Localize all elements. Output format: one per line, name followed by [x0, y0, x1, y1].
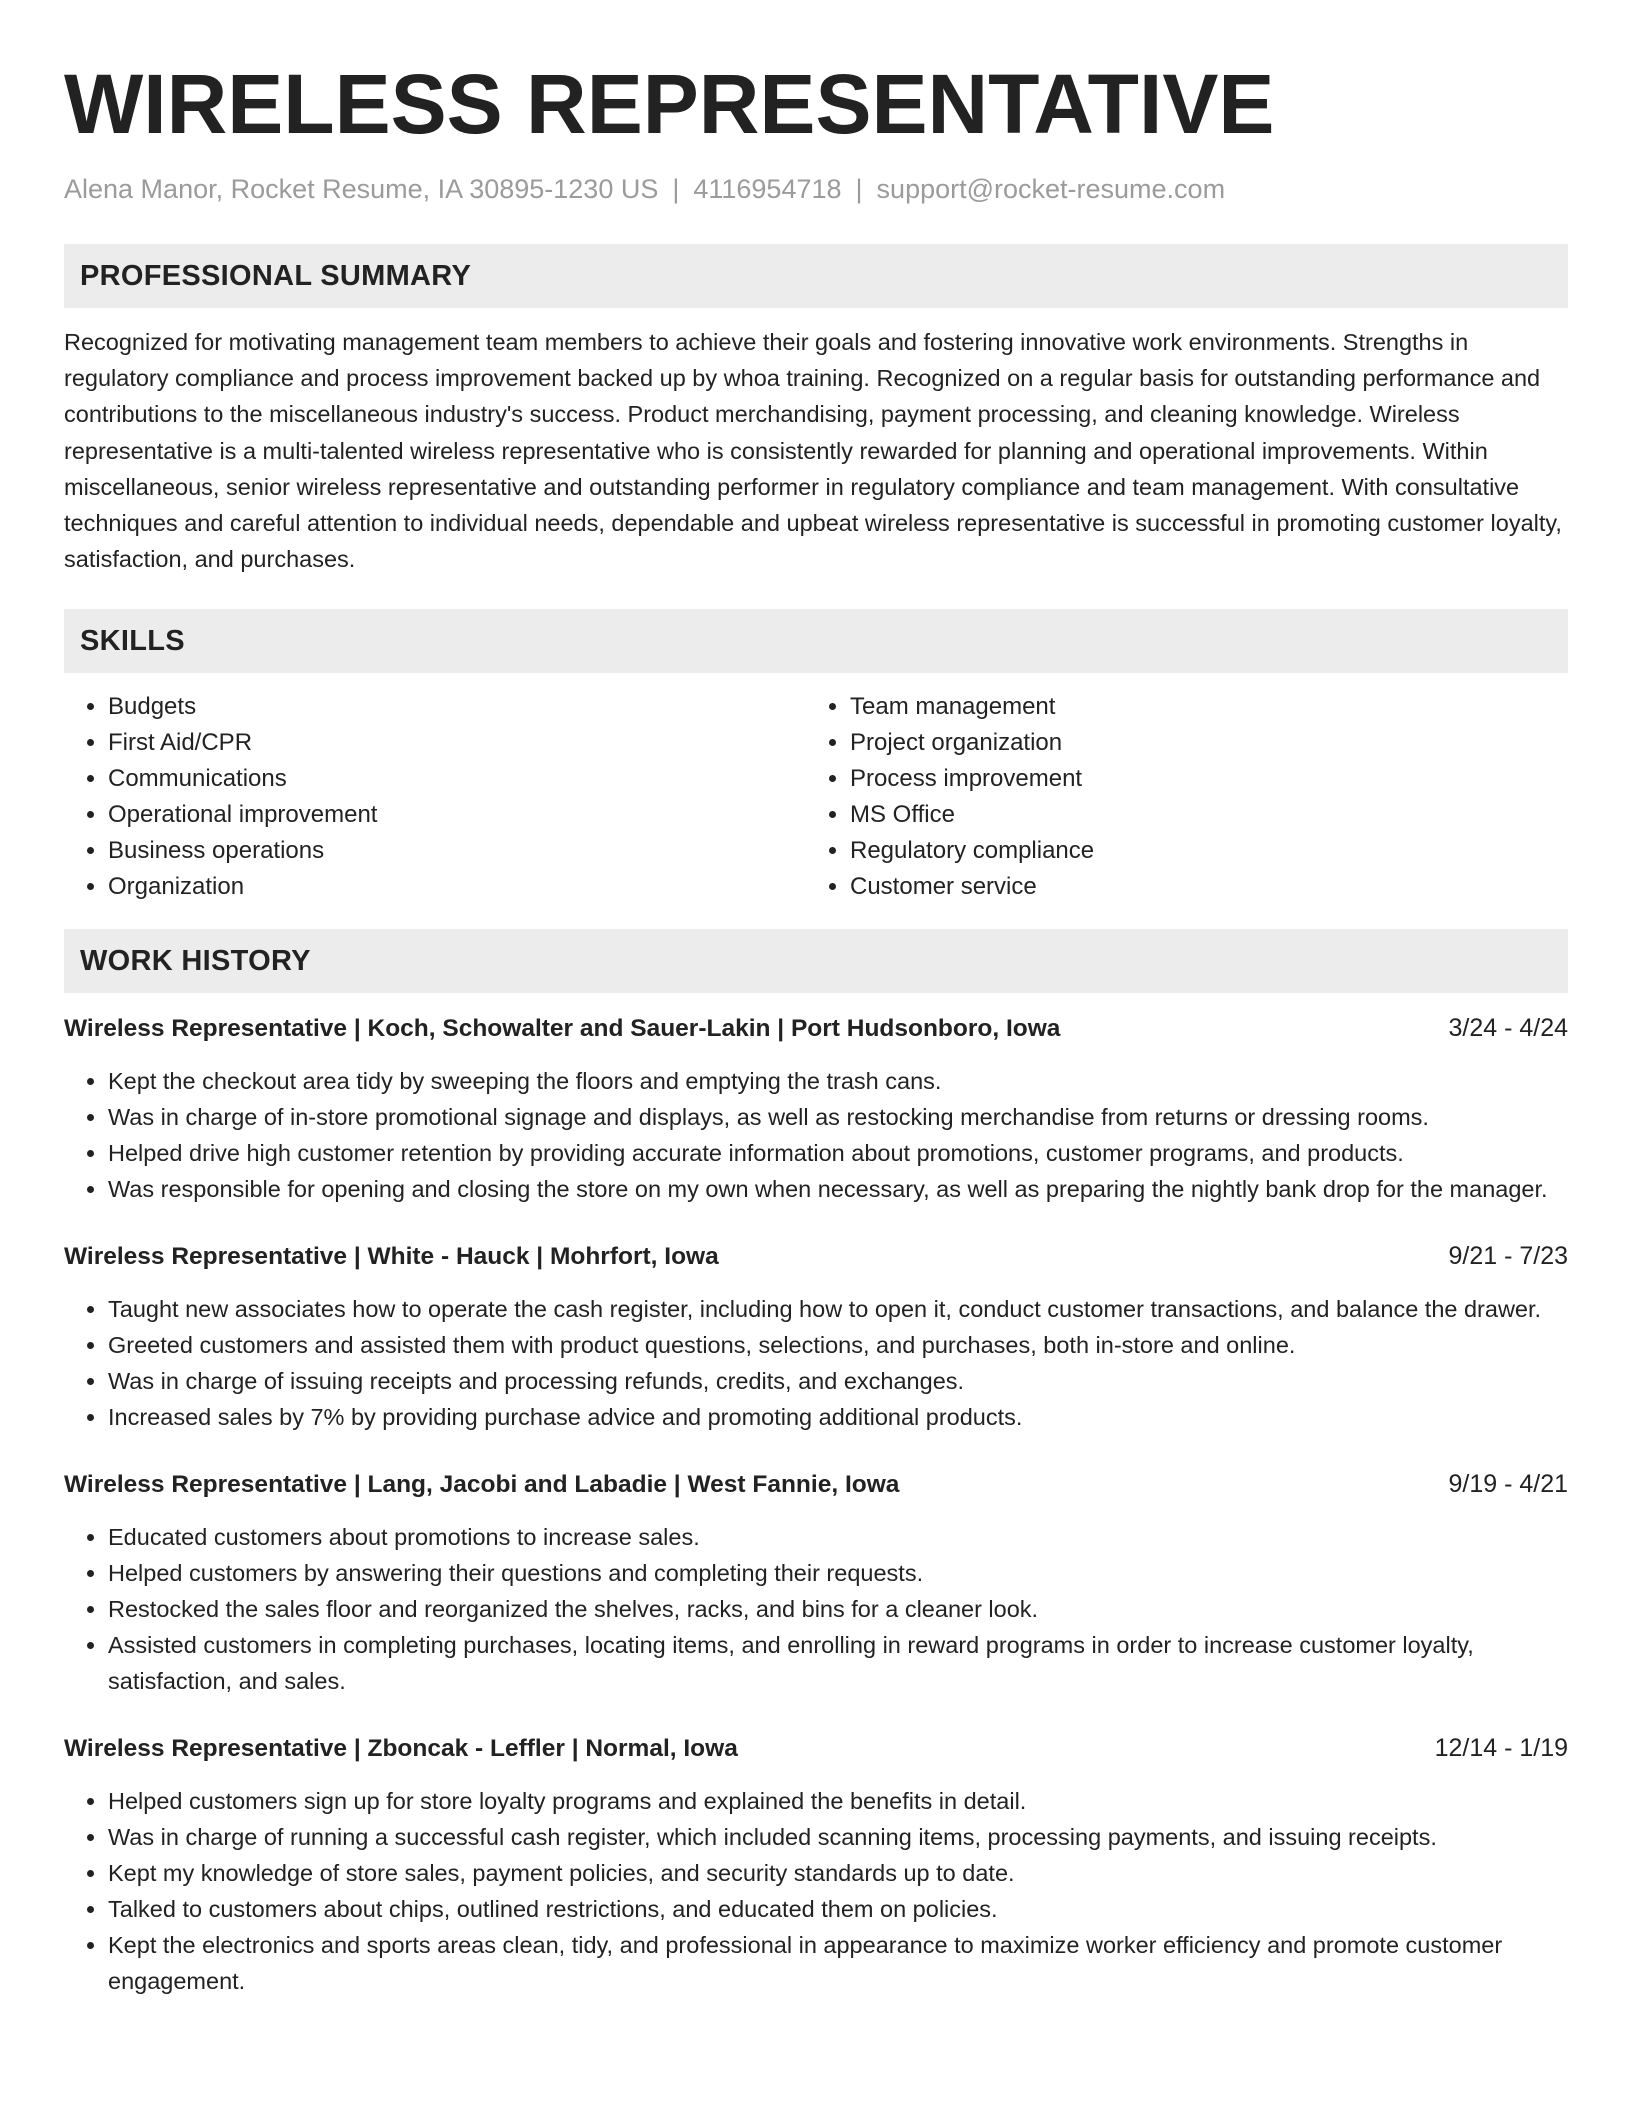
job-header: [64, 1239, 1568, 1274]
job-bullet: • Taught new associates how to operate the cash register, including how to open it, conduct customer transactions, and balance the drawer.: [108, 1291, 1568, 1327]
job-bullet: • Was responsible for opening and closing the store on my own when necessary, as well as preparing the nightly bank drop for the manager.: [108, 1171, 1568, 1207]
resume-title: WIRELESS REPRESENTATIVE: [64, 57, 1275, 151]
job-bullet: • Helped customers sign up for store loyalty programs and explained the benefits in detail.: [108, 1783, 1568, 1819]
section-heading: WORK HISTORY: [80, 944, 311, 977]
job-bullet: • Helped customers by answering their questions and completing their requests.: [108, 1555, 1568, 1591]
skill-item: • Project organization: [850, 725, 1548, 761]
skill-item: • Communications: [108, 761, 806, 797]
skill-item: • Budgets: [108, 689, 806, 725]
skill-item: • Process improvement: [850, 761, 1548, 797]
job-bullet: • Restocked the sales floor and reorganized the shelves, racks, and bins for a cleaner look.: [108, 1591, 1568, 1627]
job-bullet: • Was in charge of in-store promotional signage and displays, as well as restocking merchandise from returns or dressing rooms.: [108, 1099, 1568, 1135]
skill-item: • Operational improvement: [108, 797, 806, 833]
skill-item: • Business operations: [108, 833, 806, 869]
job-bullets: [64, 1291, 1568, 1435]
skill-item: • Regulatory compliance: [850, 833, 1548, 869]
job-header: [64, 1731, 1568, 1766]
job-bullets: [64, 1063, 1568, 1207]
job-bullet: • Was in charge of issuing receipts and processing refunds, credits, and exchanges.: [108, 1363, 1568, 1399]
job-title: Wireless Representative | Lang, Jacobi and Labadie | West Fannie, Iowa: [64, 1471, 900, 1499]
job-header: [64, 1467, 1568, 1502]
job-bullet: • Was in charge of running a successful cash register, which included scanning items, processing payments, and issuing receipts.: [108, 1819, 1568, 1855]
job-entry: [64, 1011, 1568, 1207]
summary-text: Recognized for motivating management team members to achieve their goals and fostering innovative work environments. Strengths in regulatory compliance and process improvement backed up by whoa training. Recognized on a regular basis for outstanding performance and contributions to the miscellaneous industry's success. Product merchandising, payment processing, and cleaning knowledge. Wireless representative is a multi-talented wireless representative who is consistently rewarded for planning and operational improvements. Within miscellaneous, senior wireless representative and outstanding performer in regulatory compliance and team management. With consultative techniques and careful attention to individual needs, dependable and upbeat wireless representative is successful in promoting customer loyalty, satisfaction, and purchases.: [64, 329, 1562, 573]
contact-phone: 4116954718: [693, 174, 842, 204]
contact-separator: |: [855, 174, 863, 204]
section-heading: SKILLS: [80, 624, 185, 657]
contact-line: [64, 172, 1568, 206]
skill-item: • Organization: [108, 869, 806, 905]
job-title: Wireless Representative | White - Hauck | Mohrfort, Iowa: [64, 1243, 719, 1271]
job-bullet: • Kept the checkout area tidy by sweeping the floors and emptying the trash cans.: [108, 1063, 1568, 1099]
contact-address: Alena Manor, Rocket Resume, IA 30895-1230 US: [64, 174, 659, 204]
job-bullet: • Kept my knowledge of store sales, payment policies, and security standards up to date.: [108, 1855, 1568, 1891]
skill-item: • Customer service: [850, 869, 1548, 905]
contact-separator: |: [672, 174, 680, 204]
job-bullet: • Educated customers about promotions to increase sales.: [108, 1519, 1568, 1555]
section-header-summary: [64, 244, 1568, 308]
section-heading: PROFESSIONAL SUMMARY: [80, 259, 472, 292]
job-header: [64, 1011, 1568, 1046]
job-entry: [64, 1467, 1568, 1699]
skills-column-left: [64, 689, 806, 905]
job-bullet: • Increased sales by 7% by providing purchase advice and promoting additional products.: [108, 1399, 1568, 1435]
contact-email: support@rocket-resume.com: [876, 174, 1226, 204]
section-header-skills: [64, 609, 1568, 673]
skill-item: • Team management: [850, 689, 1548, 725]
job-dates: 12/14 - 1/19: [1434, 1734, 1568, 1763]
job-entry: [64, 1239, 1568, 1435]
skill-item: • First Aid/CPR: [108, 725, 806, 761]
job-dates: 9/21 - 7/23: [1448, 1242, 1568, 1271]
job-bullets: [64, 1519, 1568, 1699]
job-title: Wireless Representative | Zboncak - Leffler | Normal, Iowa: [64, 1735, 738, 1763]
job-dates: 9/19 - 4/21: [1448, 1470, 1568, 1499]
section-header-work-history: [64, 929, 1568, 993]
job-bullet: • Greeted customers and assisted them with product questions, selections, and purchases, both in-store and online.: [108, 1327, 1568, 1363]
job-dates: 3/24 - 4/24: [1448, 1014, 1568, 1043]
job-entry: [64, 1731, 1568, 1999]
job-title: Wireless Representative | Koch, Schowalter and Sauer-Lakin | Port Hudsonboro, Iowa: [64, 1015, 1061, 1043]
job-bullet: • Helped drive high customer retention by providing accurate information about promotions, customer programs, and products.: [108, 1135, 1568, 1171]
skills-grid: [64, 689, 1568, 905]
skill-item: • MS Office: [850, 797, 1548, 833]
job-bullet: • Kept the electronics and sports areas clean, tidy, and professional in appearance to maximize worker efficiency and promote customer engagement.: [108, 1927, 1568, 1999]
job-bullet: • Talked to customers about chips, outlined restrictions, and educated them on policies.: [108, 1891, 1568, 1927]
job-bullets: [64, 1783, 1568, 1999]
job-bullet: • Assisted customers in completing purchases, locating items, and enrolling in reward programs in order to increase customer loyalty, satisfaction, and sales.: [108, 1627, 1568, 1699]
skills-column-right: [806, 689, 1548, 905]
